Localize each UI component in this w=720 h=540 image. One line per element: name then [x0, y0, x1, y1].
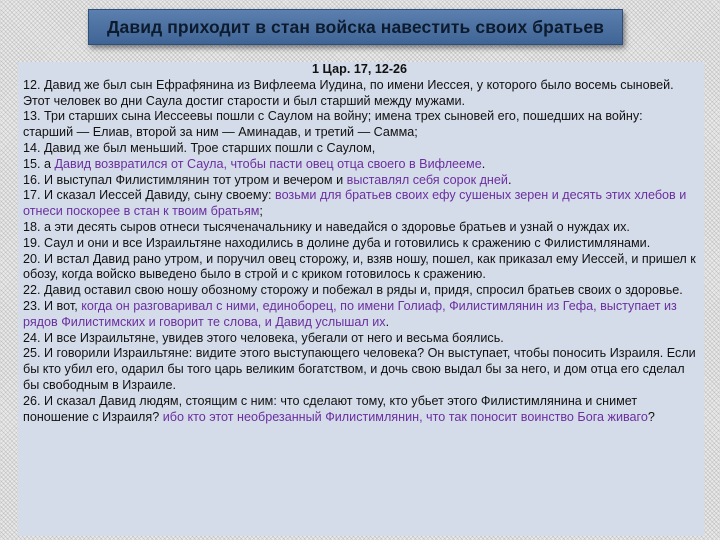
scripture-reference: 1 Цар. 17, 12-26	[311, 62, 408, 76]
verse-15: 15. а Давид возвратился от Саула, чтобы пасти овец отца своего в Вифлееме.	[23, 156, 486, 171]
verse-12: 12. Давид же был сын Ефрафянина из Вифлеема Иудина, по имени Иессея, у которого было восемь сыновей. Этот человек во дни Саула достиг старости и был старший между мужами.	[23, 77, 674, 108]
verse-22: 22. Давид оставил свою ношу обозному сторожу и побежал в ряды и, придя, спросил братьев своих о здоровье.	[23, 283, 683, 298]
scripture-passage	[18, 62, 704, 536]
verse-14: 14. Давид же был меньший. Трое старших пошли с Саулом,	[23, 140, 376, 155]
highlighted-phrase: выставлял себя сорок дней	[346, 172, 508, 187]
highlighted-phrase: Давид возвратился от Саула, чтобы пасти овец отца своего в Вифлееме	[54, 156, 482, 171]
verse-20: 20. И встал Давид рано утром, и поручил овец сторожу, и, взяв ношу, пошел, как приказал ему Иессей, и пришел к обозу, когда войско выведено было в строй и с криком готовилось к сражению.	[23, 251, 696, 282]
verse-17: 17. И сказал Иессей Давиду, сыну своему: возьми для братьев своих ефу сушеных зерен и десять этих хлебов и отнеси поскорее в стан к твоим братьям;	[23, 188, 687, 219]
verse-19: 19. Саул и они и все Израильтяне находились в долине дуба и готовились к сражению с Филистимлянами.	[23, 235, 651, 250]
verse-list	[23, 78, 696, 426]
verse-18: 18. а эти десять сыров отнеси тысяченачальнику и наведайся о здоровье братьев и узнай о нуждах их.	[23, 219, 630, 234]
verse-26: 26. И сказал Давид людям, стоящим с ним: что сделают тому, кто убьет этого Филистимлянина и снимет поношение с Израиля? ибо кто этот необрезанный Филистимлянин, что так поносит воинство Бога живаго?	[23, 393, 655, 424]
highlighted-phrase: ибо кто этот необрезанный Филистимлянин, что так поносит воинство Бога живаго	[162, 409, 648, 424]
slide-title: Давид приходит в стан войска навестить своих братьев	[106, 16, 605, 37]
slide-title-bar	[88, 9, 623, 45]
verse-13: 13. Три старших сына Иессеевы пошли с Саулом на войну; имена трех сыновей его, пошедших на войну: старший — Елиав, второй за ним — Аминадав, и третий — Самма;	[23, 109, 643, 140]
highlighted-phrase: когда он разговаривал с ними, единоборец, по имени Голиаф, Филистимлянин из Гефа, выступает из рядов Филистимских и говорит те слова, и Давид услышал их	[23, 298, 677, 329]
highlighted-phrase: возьми для братьев своих ефу сушеных зерен и десять этих хлебов и отнеси поскорее в стан к твоим братьям	[23, 188, 687, 219]
verse-24: 24. И все Израильтяне, увидев этого человека, убегали от него и весьма боялись.	[23, 330, 504, 345]
verse-23: 23. И вот, когда он разговаривал с ними, единоборец, по имени Голиаф, Филистимлянин из Гефа, выступает из рядов Филистимских и говорит те слова, и Давид услышал их.	[23, 298, 677, 329]
verse-16: 16. И выступал Филистимлянин тот утром и вечером и выставлял себя сорок дней.	[23, 172, 512, 187]
verse-25: 25. И говорили Израильтяне: видите этого выступающего человека? Он выступает, чтобы поносить Израиля. Если бы кто убил его, одарил бы того царь великим богатством, и дочь свою выдал бы за него, и дом отца его сделал бы свободным в Израиле.	[23, 346, 696, 392]
